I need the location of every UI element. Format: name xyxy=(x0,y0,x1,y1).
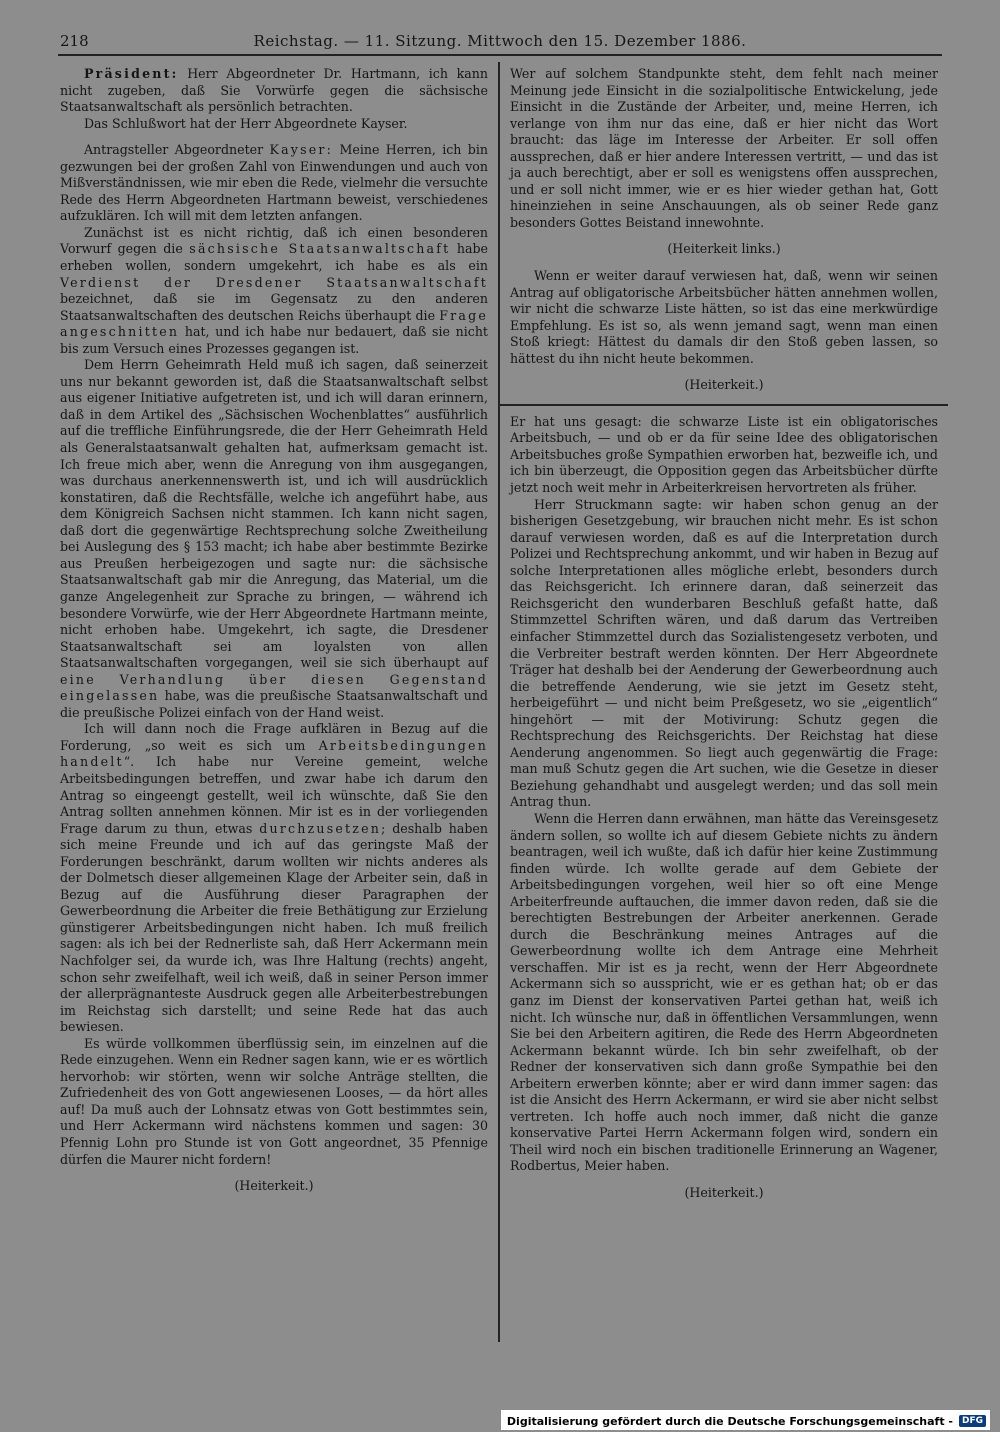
paragraph xyxy=(60,225,488,357)
running-header xyxy=(58,30,942,56)
text-run: habe, was die preußische Staatsanwaltschaft und die preußische Polizei einfach von der Hand weist. xyxy=(60,688,488,720)
text-run: habe erheben wollen, sondern umgekehrt, ich habe es als ein xyxy=(60,241,489,274)
text-run: Dem Herrn Geheimrath Held muß ich sagen, daß seinerzeit uns nur bekannt geworden ist, daß die Staatsanwaltschaft selbst aus eigener Initiative aufgetreten ist, und ich will daran erinnern, daß in dem Artikel des „Sächsischen Wochenblattes“ ausführlich auf die treffliche Einführungsrede, die der Herr Geheimrath Held als Generalstaatsanwalt gehalten hat, aufmerksam gemacht ist. Ich freue mich aber, wenn die Anregung von ihm ausgegangen, was durchaus anerkennenswerth ist, und ich will ausdrücklich konstatiren, daß die Rechtsfälle, welche ich angeführt habe, aus dem Königreich Sachsen nicht stammen. Ich kann nicht sagen, daß dort die gegenwärtige Rechtsprechung solche Zweitheilung bei Auslegung des § 153 macht; ich habe aber bestimmte Bezirke aus Preußen herbeigezogen und sagte nur: die sächsische Staatsanwaltschaft gab mir die Anregung, das Material, um die ganze Angelegenheit zur Sprache zu bringen, — während ich besondere Vorwürfe, wie der Herr Abgeordnete Hartmann meinte, nicht erhoben habe. Umgekehrt, ich sagte, die Dresdener Staatsanwaltschaft sei am loyalsten von allen Staatsanwaltschaften vorgegangen, weil sie sich überhaupt auf xyxy=(60,357,488,671)
header-title: Reichstag. — 11. Sitzung. Mittwoch den 15. Dezember 1886. xyxy=(253,32,747,50)
paragraph: Das Schlußwort hat der Herr Abgeordnete Kayser. xyxy=(83,115,408,131)
text-run: ; deshalb haben sich meine Freunde und ich auf das geringste Maß der Forderungen beschränkt, darum wollten wir nichts anderes als der Dolmetsch dieser allgemeinen Klage der Arbeiter sein, daß in Bezug auf die Ausführung dieser Paragraphen der Gewerbeordnung die Arbeiter die freie Bethätigung zur Erzielung günstigerer Arbeitsbedingungen nicht haben. Ich muß freilich sagen: als ich bei der Rednerliste sah, daß Herr Ackermann mein Nachfolger sei, da wurde ich, was Ihre Haltung (rechts) angeht, schon sehr zweifelhaft, weil ich weiß, daß in seiner Person immer der allerprägnanteste Ausdruck gegen alle Arbeiterbestrebungen im Reichstag sich darstellt; und seine Rede hat das auch bewiesen. xyxy=(60,820,488,1035)
dfg-logo-icon: DFG xyxy=(959,1415,986,1427)
text-run: hat, und ich habe nur bedauert, daß sie nicht bis zum Versuch eines Prozesses gegangen ist. xyxy=(60,324,488,356)
left-column xyxy=(60,66,488,1205)
reaction-note: (Heiterkeit.) xyxy=(684,1185,764,1200)
paragraph-president xyxy=(60,66,488,116)
page-number: 218 xyxy=(60,32,89,50)
emphasis-run: sächsische Staatsanwaltschaft xyxy=(189,241,451,257)
paragraph xyxy=(60,357,488,721)
reaction-note: (Heiterkeit.) xyxy=(684,377,764,393)
emphasis-run: Frage angeschnitten xyxy=(60,307,488,340)
paragraph: Herr Struckmann sagte: wir haben schon genug an der bisherigen Gesetzgebung, wir brauchen nicht mehr. Es ist schon darauf verwiesen worden, daß es auf die Interpretation durch Polizei und Rechtsprechung ankommt, und wir haben in Bezug auf solche Interpretationen alles mögliche erlebt, besonders durch das Reichsgericht. Ich erinnere daran, daß seinerzeit das Reichsgericht den wunderbaren Beschluß gefaßt hatte, daß Stimmzettel Schriften wären, und daß darum das Vertreiben einfacher Stimmzettel durch das Sozialistengesetz verboten, und die Verbreiter bestraft werden könnten. Der Herr Abgeordnete Träger hat deshalb bei der Aenderung der Gewerbeordnung auch die betreffende Aenderung, wie sie jetzt im Gesetz steht, herbeigeführt — und nicht beim Preßgesetz, wo sie „eigentlich“ hingehört — mit der Motivirung: Schutz gegen die Rechtsprechung des Reichsgerichts. Der Reichstag hat diese Aenderung angenommen. So liegt auch gegenwärtig die Frage: man muß Schutz gegen die Art suchen, wie die Gesetze in dieser Beziehung gehandhabt und ausgelegt werden; und das soll mein Antrag thun. xyxy=(510,496,938,810)
column-divider xyxy=(498,62,500,1342)
paragraph xyxy=(60,721,488,1035)
credit-text: Digitalisierung gefördert durch die Deutsche Forschungsgemeinschaft - xyxy=(506,1414,953,1428)
text-run: Ich will dann noch die Frage aufklären in Bezug auf die Forderung, „so weit es sich um xyxy=(60,721,488,753)
paragraph: Wer auf solchem Standpunkte steht, dem fehlt nach meiner Meinung jede Einsicht in die sozialpolitische Entwickelung, jede Einsicht in die Zustände der Arbeiter, und, meine Herren, ich verlange von ihm nur das eine, daß er hier nicht das Wort braucht: das läge im Interesse der Arbeiter. Er soll offen aussprechen, daß er hier andere Interessen vertritt, — und das ist ja auch berechtigt, aber er soll es wenigstens offen aussprechen, und er soll nicht immer, wie er es hier wieder gethan hat, Gott hineinziehen in seine Anschauungen, als ob seiner Rede ganz besonders Gottes Beistand innewohnte. xyxy=(510,66,938,230)
reaction-note: (Heiterkeit.) xyxy=(234,1178,314,1194)
paragraph: Wenn er weiter darauf verwiesen hat, daß, wenn wir seinen Antrag auf obligatorische Arbeitsbücher hätten annehmen wollen, wir nicht die schwarze Liste hätten, so ist das eine merkwürdige Empfehlung. Es ist so, als wenn jemand sagt, wenn man einen Stoß kriegt: Hättest du damals dir den Stoß geben lassen, so hättest du ihn nicht heute bekommen. xyxy=(510,268,938,366)
emphasis-run: Verdienst der Dresdener Staatsanwaltschaft xyxy=(60,274,488,290)
text-run: Zunächst ist es nicht richtig, daß ich einen besonderen Vorwurf gegen die xyxy=(60,224,488,257)
section-rule xyxy=(500,404,948,406)
digitization-credit xyxy=(501,1410,990,1430)
paragraph: Es würde vollkommen überflüssig sein, im einzelnen auf die Rede einzugehen. Wenn ein Redner sagen kann, wie er es wörtlich hervorhob: wir störten, wenn wir solche Anträge stellten, die Zufriedenheit des von Gott angewiesenen Looses, — da hört alles auf! Da muß auch der Lohnsatz etwas von Gott bestimmtes sein, und Herr Ackermann wird nächstens kommen und sagen: 30 Pfennig Lohn pro Stunde ist von Gott angeordnet, 35 Pfennige dürfen die Maurer nicht fordern! xyxy=(60,1035,488,1167)
paragraph-kayser xyxy=(60,142,488,225)
speaker-lead: Antragsteller Abgeordneter xyxy=(83,142,270,158)
speaker-name: Kayser: xyxy=(269,142,334,158)
emphasis-run: Arbeitsbedingungen handelt xyxy=(60,737,488,770)
text-run: bezeichnet, daß sie im Gegensatz zu den anderen Staatsanwaltschaften des deutschen Reichs überhaupt die xyxy=(60,291,488,323)
paragraph: Er hat uns gesagt: die schwarze Liste ist ein obligatorisches Arbeitsbuch, — und ob er da für seine Idee des obligatorischen Arbeitsbuches große Sympathien erworben hat, bezweifle ich, und ich bin überzeugt, die Opposition gegen das Arbeitsbücher dürfte jetzt noch weit mehr in Arbeiterkreisen hervortreten als früher. xyxy=(510,413,938,496)
paragraph-text: Herr Abgeordneter Dr. Hartmann, ich kann nicht zugeben, daß Sie Vorwürfe gegen die sächsische Staatsanwaltschaft als persönlich betrachten. xyxy=(60,66,488,115)
text-run: “. Ich habe nur Vereine gemeint, welche Arbeitsbedingungen betreffen, und zwar habe ich darum den Antrag so eingeengt gestellt, weil ich wünschte, daß Sie den Antrag sollten annehmen können. Mir ist es in der vorliegenden Frage darum zu thun, etwas xyxy=(60,754,488,836)
speaker-label: Präsident: xyxy=(83,66,179,81)
emphasis-run: eine Verhandlung über diesen Gegenstand eingelassen xyxy=(60,671,488,704)
reaction-note: (Heiterkeit links.) xyxy=(667,241,781,257)
emphasis-run: durchzusetzen xyxy=(259,820,382,836)
paragraph: Wenn die Herren dann erwähnen, man hätte das Vereinsgesetz ändern sollen, so wollte ich auf diesem Gebiete nichts zu ändern beantragen, weil ich wußte, daß ich dafür hier keine Zustimmung finden würde. Ich wollte gerade auf dem Gebiete der Arbeitsbedingungen vorgehen, weil hier so oft eine Menge Arbeiterfreunde auftauchen, die immer davon reden, daß sie die berechtigten Bestrebungen der Arbeiter anerkennen. Gerade durch die Beschränkung meines Antrages auf die Gewerbeordnung wollte ich dem Antrage eine Mehrheit verschaffen. Mir ist es ja recht, wenn der Herr Abgeordnete Ackermann sich so ausspricht, wie er es gethan hat; ob er das ganz im Dienst der konservativen Partei gethan hat, weiß ich nicht. Ich wünsche nur, daß in öffentlichen Versammlungen, wenn Sie bei den Arbeitern agitiren, die Rede des Herrn Abgeordneten Ackermann bekannt würde. Ich bin sehr zweifelhaft, ob der Redner der konservativen sich dann große Sympathie bei den Arbeitern erwerben könnte; aber er wird dann immer sagen: das ist die Ansicht des Herrn Ackermann, er wird sie aber nicht selbst vertreten. Ich hoffe auch noch immer, daß nicht die ganze konservative Partei Herrn Ackermann folgen wird, sondern ein Theil wird noch ein bischen traditionelle Erinnerung an Wagener, Rodbertus, Meier haben. xyxy=(510,810,938,1174)
right-column xyxy=(510,66,938,1212)
paragraph-text: Meine Herren, ich bin gezwungen bei der großen Zahl von Einwendungen und auch von Mißverständnissen, wie mir eben die Rede, vielmehr die versuchte Rede des Herrn Abgeordneten Hartmann beweist, verschiedenes aufzuklären. Ich will mit dem letzten anfangen. xyxy=(60,142,488,224)
